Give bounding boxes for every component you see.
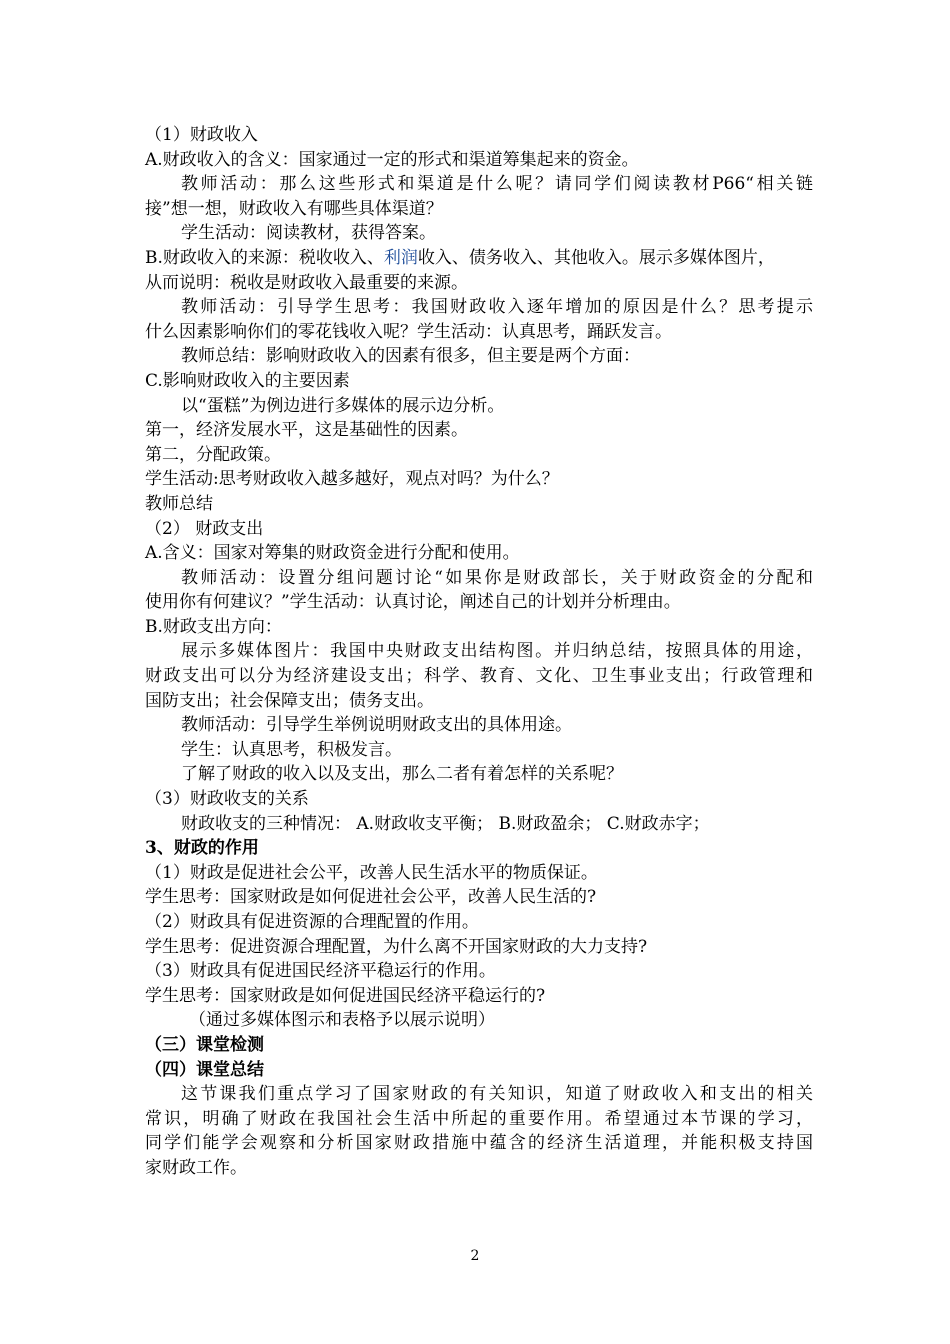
summary-paragraph-line: 常识，明确了财政在我国社会生活中所起的重要作用。希望通过本节课的学习，	[145, 1108, 813, 1129]
student-thinking-line: 学生思考：促进资源合理配置，为什么离不开国家财政的大力支持?	[145, 936, 648, 957]
expenditure-definition: A.含义：国家对筹集的财政资金进行分配和使用。	[145, 543, 520, 564]
heading-fiscal-revenue: （1）财政收入	[145, 125, 258, 145]
summary-paragraph-line: 家财政工作。	[145, 1157, 247, 1178]
factor-one-line: 第一，经济发展水平，这是基础性的因素。	[145, 420, 468, 441]
role-item-line: （3）财政具有促进国民经济平稳运行的作用。	[145, 961, 496, 982]
revenue-sources-text: B.财政收入的来源：税收收入、	[145, 247, 384, 268]
teacher-activity-line: 教师活动：引导学生举例说明财政支出的具体用途。	[181, 715, 572, 736]
summary-paragraph-line: 同学们能学会观察和分析国家财政措施中蕴含的经济生活道理，并能积极支持国	[145, 1133, 813, 1154]
cake-example-line: 以“蛋糕”为例边进行多媒体的展示边分析。	[181, 395, 505, 416]
multimedia-note-line: （通过多媒体图示和表格予以展示说明）	[189, 1010, 495, 1031]
three-situations-line: 财政收支的三种情况： A.财政收支平衡； B.财政盈余； C.财政赤字；	[181, 813, 710, 834]
heading-fiscal-expenditure: （2） 财政支出	[145, 518, 264, 539]
profit-link[interactable]: 利润	[383, 247, 418, 268]
page-number: 2	[470, 1248, 480, 1264]
expenditure-direction-line: 展示多媒体图片：我国中央财政支出结构图。并归纳总结，按照具体的用途，	[181, 641, 813, 662]
teacher-activity-line: 使用你有何建议？”学生活动：认真讨论，阐述自己的计划并分析理由。	[145, 592, 681, 613]
expenditure-direction-heading: B.财政支出方向：	[145, 616, 282, 637]
student-activity-line: 学生活动：阅读教材，获得答案。	[181, 223, 436, 244]
student-thinking-line: 学生思考：国家财政是如何促进社会公平，改善人民生活的?	[145, 887, 597, 908]
teacher-activity-line: 接”想一想，财政收入有哪些具体渠道？	[145, 198, 443, 219]
teacher-summary-line: 教师总结：影响财政收入的因素有很多，但主要是两个方面：	[181, 346, 640, 367]
revenue-factors-heading: C.影响财政收入的主要因素	[145, 370, 350, 391]
revenue-definition: A.财政收入的含义：国家通过一定的形式和渠道筹集起来的资金。	[145, 149, 639, 170]
teacher-activity-line: 教师活动：设置分组问题讨论“如果你是财政部长，关于财政资金的分配和	[181, 567, 813, 588]
role-item-line: （2）财政具有促进资源的合理配置的作用。	[145, 912, 479, 932]
heading-classroom-summary: （四）课堂总结	[145, 1059, 264, 1080]
student-activity-line: 学生活动:思考财政收入越多越好，观点对吗？为什么？	[145, 469, 559, 490]
teacher-activity-line: 什么因素影响你们的零花钱收入呢？学生活动：认真思考，踊跃发言。	[145, 321, 672, 342]
revenue-sources-line	[145, 246, 813, 271]
expenditure-direction-line: 财政支出可以分为经济建设支出；科学、教育、文化、卫生事业支出；行政管理和	[145, 666, 813, 687]
teacher-summary-line: 教师总结	[145, 493, 213, 514]
heading-revenue-expenditure-relation: （3）财政收支的关系	[145, 789, 309, 810]
heading-role-of-finance: 3、财政的作用	[145, 838, 259, 859]
document-body	[145, 123, 813, 1181]
teacher-activity-line: 教师活动：那么这些形式和渠道是什么呢？请同学们阅读教材P66“相关链	[181, 174, 813, 195]
summary-paragraph-line: 这节课我们重点学习了国家财政的有关知识，知道了财政收入和支出的相关	[181, 1084, 813, 1105]
transition-line: 了解了财政的收入以及支出，那么二者有着怎样的关系呢？	[181, 764, 623, 785]
expenditure-direction-line: 国防支出；社会保障支出；债务支出。	[145, 690, 434, 711]
factor-two-line: 第二，分配政策。	[145, 444, 281, 465]
heading-classroom-test: （三）课堂检测	[145, 1034, 264, 1055]
role-item-line: （1）财政是促进社会公平，改善人民生活水平的物质保证。	[145, 862, 598, 883]
revenue-sources-text: 收入、债务收入、其他收入。展示多媒体图片，	[417, 247, 775, 268]
teacher-activity-line: 教师活动：引导学生思考：我国财政收入逐年增加的原因是什么？思考提示	[181, 297, 813, 318]
revenue-sources-line: 从而说明：税收是财政收入最重要的来源。	[145, 272, 468, 293]
student-thinking-line: 学生思考：国家财政是如何促进国民经济平稳运行的?	[145, 985, 546, 1006]
student-activity-line: 学生：认真思考，积极发言。	[181, 739, 402, 760]
